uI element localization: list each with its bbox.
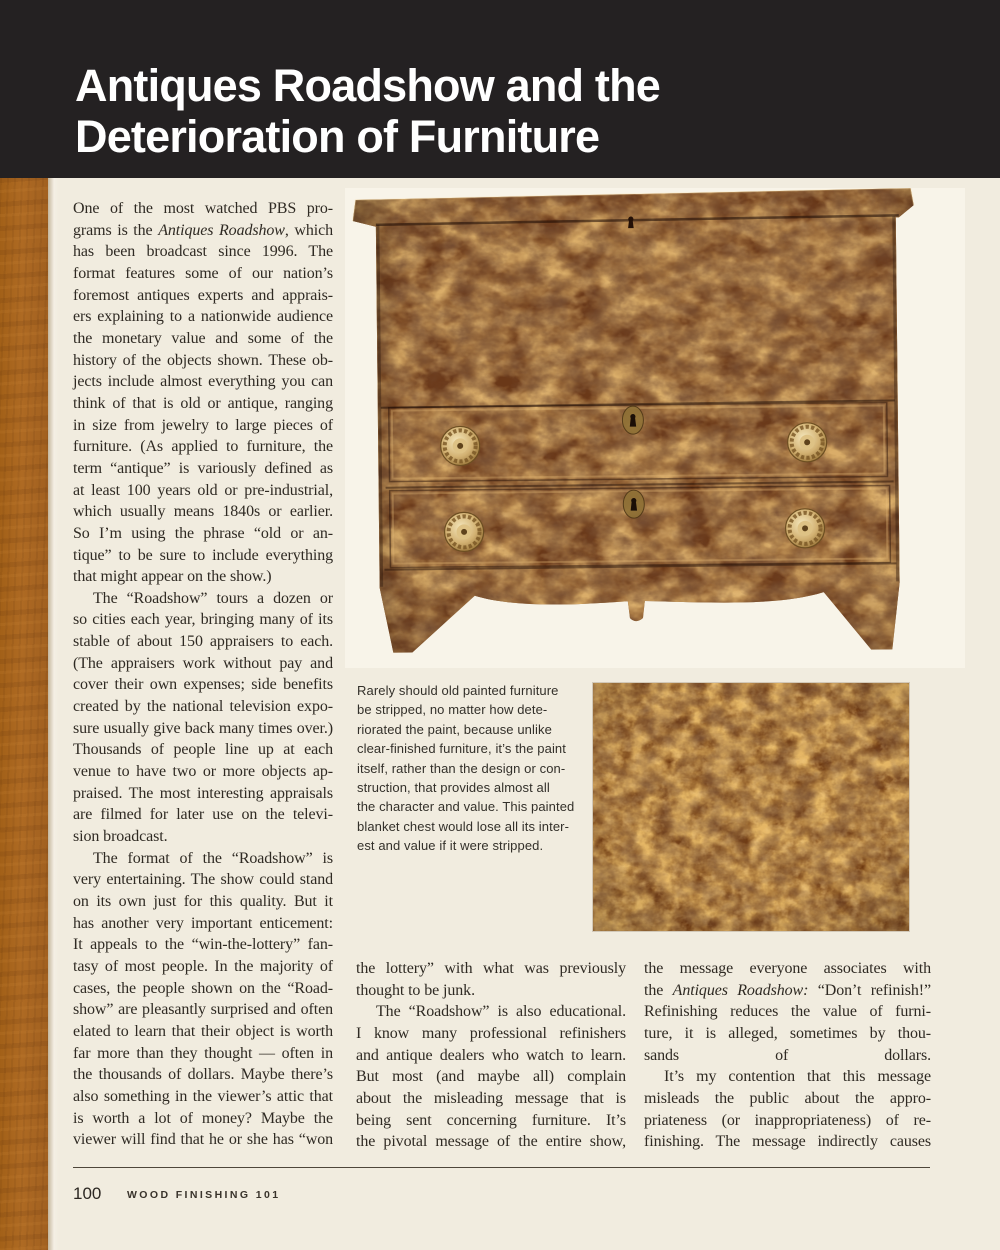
text-line: very entertaining. The show could stand [73, 871, 333, 889]
chapter-header-band [0, 0, 1000, 178]
text-line: Refinishing reduces the value of furni- [644, 1003, 931, 1021]
text-line: clear-finished furniture, it’s the paint [357, 741, 566, 757]
text-line: the character and value. This painted [357, 799, 575, 815]
chapter-title-line-1: Antiques Roadshow and the [75, 60, 661, 111]
text-line: misleads the public about the appro- [644, 1089, 931, 1107]
text-line: format features some of our nation’s [73, 264, 333, 282]
text-line: cases, the people shown on the “Road- [73, 979, 333, 997]
text-line: term “antique” is variously defined as [73, 459, 333, 477]
text-line: so cities each year, bringing many of its [73, 611, 333, 629]
text-line: has been broadcast since 1996. The [73, 243, 333, 261]
text-line: stable of about 150 appraisers to each. [73, 633, 333, 651]
text-line: in size from jewelry to large pieces of [73, 416, 333, 434]
page-number: 100 [73, 1184, 102, 1203]
text-line: history of the objects shown. These ob- [73, 351, 333, 369]
blanket-chest-illustration [345, 188, 965, 668]
text-line: It appeals to the “win-the-lottery” fan- [73, 936, 333, 954]
text-line: the lottery” with what was previously [356, 960, 626, 977]
text-line: that might appear on the show.) [73, 568, 272, 586]
footer-rule [73, 1167, 930, 1168]
text-line: cover their own expenses; side benefits [73, 676, 333, 694]
text-line: riorated the paint, because unlike [357, 721, 552, 737]
text-line: It’s my contention that this message [664, 1068, 931, 1086]
text-line: Rarely should old painted furniture [357, 683, 559, 698]
paint-texture-illustration [593, 683, 909, 931]
text-line: The format of the “Roadshow” is [93, 849, 333, 867]
text-line: itself, rather than the design or con- [357, 760, 566, 776]
text-line: the monetary value and some of the [73, 329, 333, 347]
blanket-chest-photo [345, 188, 965, 668]
chapter-title [75, 60, 660, 162]
text-line: Thousands of people line up at each [73, 741, 333, 759]
chapter-title-line-2: Deterioration of Furniture [75, 111, 600, 162]
text-line: being sent concerning furniture. It’s [356, 1111, 626, 1129]
text-line: One of the most watched PBS pro- [73, 200, 333, 217]
text-line: priateness (or inappropriateness) of re- [644, 1111, 931, 1129]
text-line: venue to have two or more objects ap- [73, 763, 333, 781]
text-line: ers explaining to a nationwide audience [73, 308, 333, 326]
page-edge-shadow [48, 178, 59, 1250]
text-line: think of that is old or antique, ranging [73, 394, 333, 412]
text-line: sure usually give back many times over.) [73, 719, 333, 737]
text-line: the Antiques Roadshow: “Don’t refinish!” [644, 981, 931, 999]
text-line: on its own just for this quality. But it [73, 893, 333, 910]
text-line: tasy of most people. In the majority of [73, 957, 333, 975]
text-line: be stripped, no matter how dete- [357, 702, 548, 718]
text-line: But most (and maybe all) complain [356, 1068, 626, 1086]
text-line: sands of dollars. [644, 1046, 931, 1064]
running-footer: WOOD FINISHING 101 [127, 1189, 281, 1201]
text-line: viewer will find that he or she has “won [73, 1131, 333, 1149]
text-line: and antique dealers who watch to learn. [356, 1046, 626, 1064]
text-line: The “Roadshow” tours a dozen or [93, 589, 333, 607]
text-line: (The appraisers work without pay and [73, 654, 333, 672]
text-line: est and value if it were stripped. [357, 838, 544, 854]
text-line: at least 100 years old or pre-industrial, [73, 481, 333, 499]
photo-caption [357, 681, 583, 856]
text-line: ture, it is alleged, sometimes by thou- [644, 1024, 931, 1042]
text-line: are filmed for later use on the televi- [73, 806, 333, 824]
text-line: created by the national television expo- [73, 698, 333, 716]
text-line: show” are pleasantly surprised and often [73, 1001, 333, 1019]
text-line: the thousands of dollars. Maybe there’s [73, 1066, 333, 1084]
text-line: praised. The most interesting appraisals [73, 784, 333, 802]
text-line: blanket chest would lose all its inter- [357, 818, 570, 834]
text-line: far more than they thought — often in [73, 1044, 333, 1062]
text-line: tique” to be sure to include everything [73, 546, 333, 564]
text-line: elated to learn that their object is worth [73, 1022, 333, 1040]
text-line: foremost antiques experts and apprais- [73, 286, 333, 304]
text-line: sion broadcast. [73, 828, 168, 846]
text-line: also something in the viewer’s attic that [73, 1087, 333, 1105]
text-line: finishing. The message indirectly causes [644, 1133, 931, 1151]
paint-detail-photo [592, 682, 910, 932]
text-line: grams is the Antiques Roadshow, which [73, 221, 333, 239]
wood-grain-spine [0, 178, 48, 1250]
text-line: has another very important enticement: [73, 914, 333, 932]
text-line: furniture. (As applied to furniture, the [73, 438, 333, 456]
text-line: jects include almost everything you can [73, 373, 333, 391]
text-column-left [73, 198, 333, 1151]
text-column-middle [356, 958, 626, 1153]
text-line: is worth a lot of money? Maybe the [73, 1109, 333, 1127]
text-line: about the misleading message that is [356, 1089, 626, 1107]
text-line: The “Roadshow” is also educational. [376, 1003, 626, 1021]
text-line: thought to be junk. [356, 981, 475, 999]
text-line: So I’m using the phrase “old or an- [73, 524, 333, 542]
text-column-right [644, 958, 931, 1153]
text-line: I know many professional refinishers [356, 1024, 626, 1042]
text-line: struction, that provides almost all [357, 780, 550, 796]
text-line: the message everyone associates with [644, 960, 931, 977]
text-line: which usually means 1840s or earlier. [73, 503, 333, 521]
text-line: the pivotal message of the entire show, [356, 1133, 626, 1151]
